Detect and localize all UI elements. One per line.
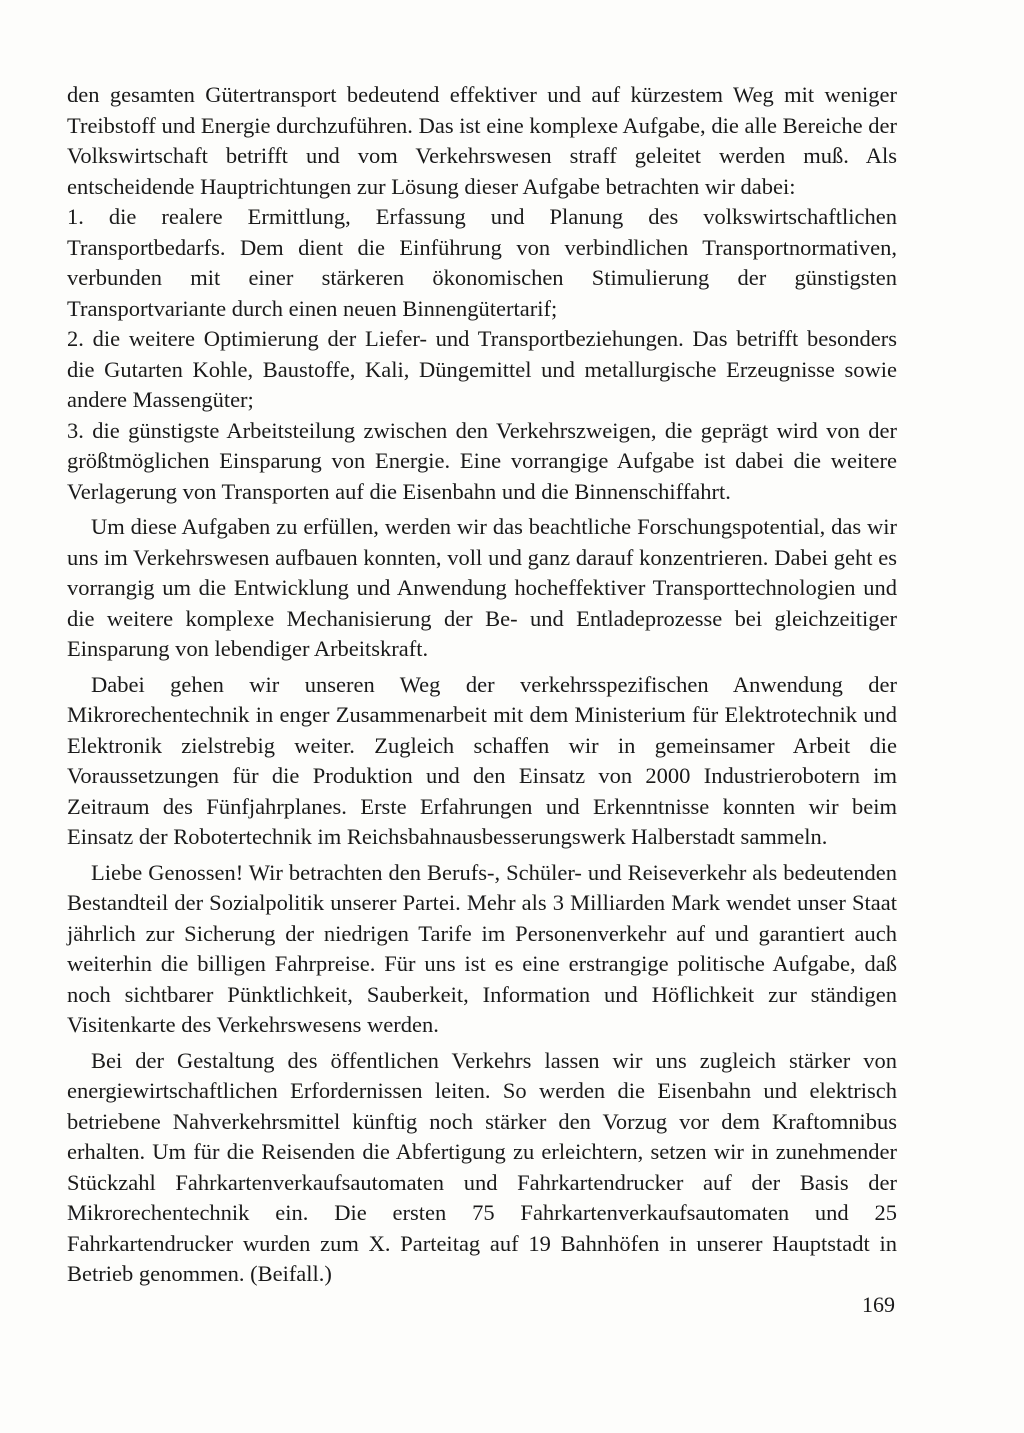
list-item-1: 1. die realere Ermittlung, Erfassung und Planung des volkswirtschaftlichen Transportbedarfs. Dem dient die Einführung von verbindlichen Transportnormativen, verbunden mit einer stärkeren ökonomischen Stimulierung der günstigsten Transportvariante durch einen neuen Binnengütertarif; — [67, 204, 897, 321]
paragraph-research: Um diese Aufgaben zu erfüllen, werden wir das beachtliche Forschungspotential, das wir uns im Verkehrswesen aufbauen konnten, voll und ganz darauf konzentrieren. Dabei geht es vorrangig um die Entwicklung und Anwendung hocheffektiver Transporttechnologien und die weitere komplexe Mechanisierung der Be- und Entladeprozesse bei gleichzeitiger Einsparung von lebendiger Arbeitskraft. — [67, 514, 897, 661]
paragraph-microcomputing: Dabei gehen wir unseren Weg der verkehrsspezifischen Anwendung der Mikrorechentechnik in enger Zusammenarbeit mit dem Ministerium für Elektrotechnik und Elektronik zielstrebig weiter. Zugleich schaffen wir in gemeinsamer Arbeit die Voraussetzungen für die Produktion und den Einsatz von 2000 Industrierobotern im Zeitraum des Fünfjahrplanes. Erste Erfahrungen und Erkenntnisse konnten wir beim Einsatz der Robotertechnik im Reichsbahnausbesserungswerk Halberstadt sammeln. — [67, 671, 897, 849]
list-item-3: 3. die günstigste Arbeitsteilung zwischen den Verkehrszweigen, die geprägt wird von der größtmöglichen Einsparung von Energie. Eine vorrangige Aufgabe ist dabei die weitere Verlagerung von Transporten auf die Eisenbahn und die Binnenschiffahrt. — [67, 417, 897, 504]
body-text — [67, 80, 897, 1290]
page-number: 169 — [862, 1292, 895, 1317]
paragraph-intro: den gesamten Gütertransport bedeutend effektiver und auf kürzestem Weg mit weniger Treibstoff und Energie durchzuführen. Das ist eine komplexe Aufgabe, die alle Bereiche der Volkswirtschaft betrifft und vom Verkehrswesen straff geleitet werden muß. Als entscheidende Hauptrichtungen zur Lösung dieser Aufgabe betrachten wir dabei: — [67, 82, 897, 199]
paragraph-public-transport: Bei der Gestaltung des öffentlichen Verkehrs lassen wir uns zugleich stärker von energiewirtschaftlichen Erfordernissen leiten. So werden die Eisenbahn und elektrisch betriebene Nahverkehrsmittel künftig noch stärker den Vorzug vor dem Kraftomnibus erhalten. Um für die Reisenden die Abfertigung zu erleichtern, setzen wir in zunehmender Stückzahl Fahrkartenverkaufsautomaten und Fahrkartendrucker auf der Basis der Mikrorechentechnik ein. Die ersten 75 Fahrkartenverkaufsautomaten und 25 Fahrkartendrucker wurden zum X. Parteitag auf 19 Bahnhöfen in unserer Hauptstadt in Betrieb genommen. (Beifall.) — [67, 1047, 897, 1286]
paragraph-social-policy: Liebe Genossen! Wir betrachten den Berufs-, Schüler- und Reiseverkehr als bedeutenden Bestandteil der Sozialpolitik unserer Partei. Mehr als 3 Milliarden Mark wendet unser Staat jährlich zur Sicherung der niedrigen Tarife im Personenverkehr auf und garantiert auch weiterhin die billigen Fahrpreise. Für uns ist es eine erstrangige politische Aufgabe, daß noch sichtbarer Pünktlichkeit, Sauberkeit, Information und Höflichkeit zur ständigen Visitenkarte des Verkehrswesens werden. — [67, 859, 897, 1037]
list-item-2: 2. die weitere Optimierung der Liefer- und Transportbeziehungen. Das betrifft besonders die Gutarten Kohle, Baustoffe, Kali, Düngemittel und metallurgische Erzeugnisse sowie andere Massengüter; — [67, 326, 897, 412]
